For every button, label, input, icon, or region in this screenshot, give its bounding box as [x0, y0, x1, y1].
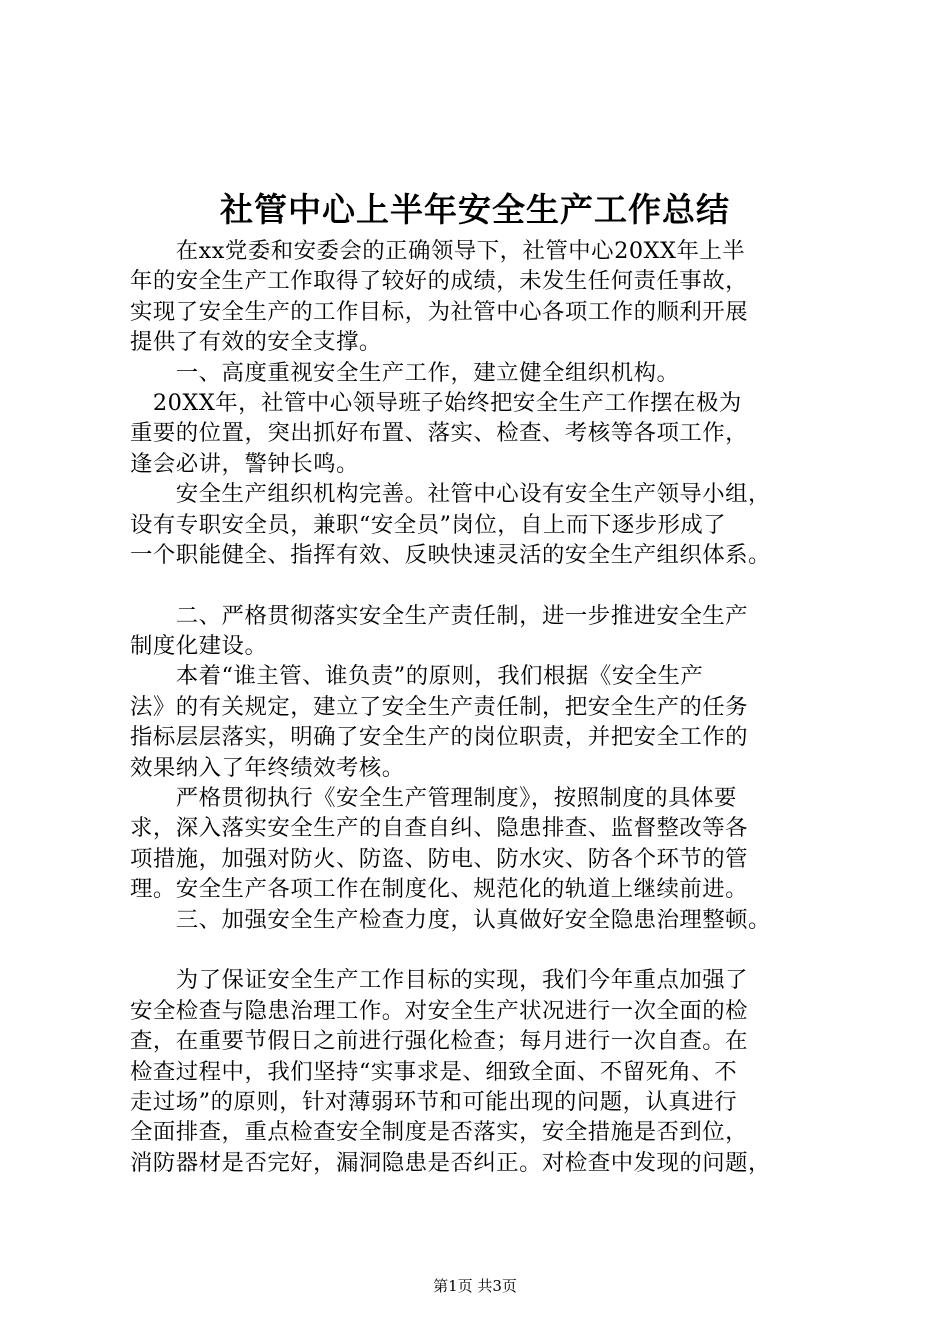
body-line: 指标层层落实，明确了安全生产的岗位职责，并把安全工作的 [130, 724, 749, 751]
body-line: 三、加强安全生产检查力度，认真做好安全隐患治理整顿。 [130, 906, 771, 933]
body-line: 安全检查与隐患治理工作。对安全生产状况进行一次全面的检 [130, 997, 749, 1024]
body-line: 全面排查，重点检查安全制度是否落实，安全措施是否到位， [130, 1119, 749, 1146]
body-line: 走过场”的原则，针对薄弱环节和可能出现的问题，认真进行 [130, 1088, 738, 1115]
body-line: 制度化建设。 [130, 633, 268, 660]
body-line: 法》的有关规定，建立了安全生产责任制，把安全生产的任务 [130, 693, 749, 720]
body-line: 检查过程中，我们坚持“实事求是、细致全面、不留死角、不 [130, 1058, 738, 1085]
page-footer: 第1页 共3页 [433, 1277, 517, 1295]
body-line: 一、高度重视安全生产工作，建立健全组织机构。 [130, 359, 680, 386]
blank-line [130, 570, 855, 600]
body-line: 理。安全生产各项工作在制度化、规范化的轨道上继续前进。 [130, 876, 749, 903]
blank-line [130, 935, 855, 965]
body-line: 设有专职安全员，兼职“安全员”岗位，自上而下逐步形成了 [130, 511, 727, 538]
body-line: 本着“谁主管、谁负责”的原则，我们根据《安全生产 [130, 663, 704, 690]
body-line: 为了保证安全生产工作目标的实现，我们今年重点加强了 [130, 967, 749, 994]
body-line: 在xx党委和安委会的正确领导下，社管中心20XX年上半 [130, 238, 746, 264]
body-line: 二、严格贯彻落实安全生产责任制，进一步推进安全生产 [130, 602, 749, 629]
document-title: 社管中心上半年安全生产工作总结 [220, 190, 730, 229]
body-line: 年的安全生产工作取得了较好的成绩，未发生任何责任事故， [130, 268, 749, 295]
body-line: 20XX年，社管中心领导班子始终把安全生产工作摆在极为 [130, 389, 742, 416]
body-line: 消防器材是否完好，漏洞隐患是否纠正。对检查中发现的问题， [130, 1149, 771, 1176]
body-line: 实现了安全生产的工作目标，为社管中心各项工作的顺利开展 [130, 298, 749, 325]
body-line: 求，深入落实安全生产的自查自纠、隐患排查、监督整改等各 [130, 815, 749, 842]
body-line: 重要的位置，突出抓好布置、落实、检查、考核等各项工作， [130, 420, 749, 447]
body-line: 一个职能健全、指挥有效、反映快速灵活的安全生产组织体系。 [130, 541, 771, 568]
body-line: 项措施，加强对防火、防盗、防电、防水灾、防各个环节的管 [130, 845, 749, 872]
body-line: 严格贯彻执行《安全生产管理制度》，按照制度的具体要 [130, 785, 737, 812]
body-line: 提供了有效的安全支撑。 [130, 329, 382, 356]
body-line: 效果纳入了年终绩效考核。 [130, 754, 405, 781]
body-line: 查，在重要节假日之前进行强化检查；每月进行一次自查。在 [130, 1028, 749, 1055]
body-line: 安全生产组织机构完善。社管中心设有安全生产领导小组， [130, 481, 771, 508]
document-body [130, 236, 855, 1178]
body-line: 逢会必讲，警钟长鸣。 [130, 450, 359, 477]
